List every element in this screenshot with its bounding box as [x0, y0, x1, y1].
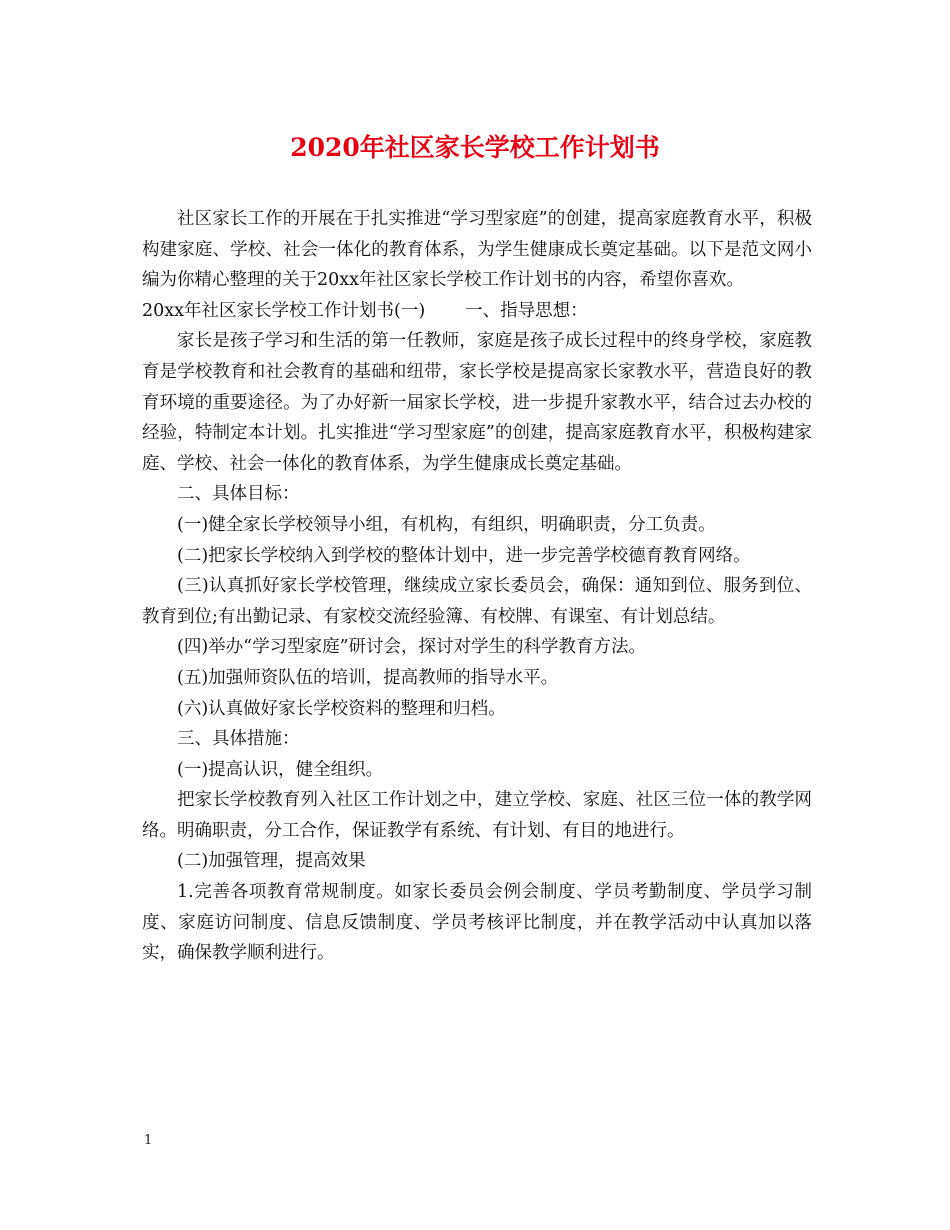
intro-paragraph: 社区家长工作的开展在于扎实推进“学习型家庭”的创建，提高家庭教育水平，积极构建家庭、学校、社会一体化的教育体系，为学生健康成长奠定基础。以下是范文网小编为你精心整理的关于20xx年社区家长学校工作计划书的内容，希望你喜欢。 — [142, 209, 812, 291]
page-number: 1 — [144, 1133, 153, 1148]
guiding-thought-heading: 一、指导思想： — [465, 300, 588, 321]
list-item: (一)健全家长学校领导小组，有机构，有组织，明确职责，分工负责。 — [177, 514, 716, 535]
section-heading: 三、具体措施： — [177, 729, 300, 750]
document-body — [142, 204, 812, 969]
list-item: (二)把家长学校纳入到学校的整体计划中，进一步完善学校德育教育网络。 — [177, 545, 751, 566]
body-paragraph: 把家长学校教育列入社区工作计划之中，建立学校、家庭、社区三位一体的教学网络。明确职责，分工合作，保证教学有系统、有计划、有目的地进行。 — [142, 790, 812, 841]
body-paragraph: 家长是孩子学习和生活的第一任教师，家庭是孩子成长过程中的终身学校，家庭教育是学校教育和社会教育的基础和纽带，家长学校是提高家长家教水平，营造良好的教育环境的重要途径。为了办好新一届家长学校，进一步提升家教水平，结合过去办校的经验，特制定本计划。扎实推进“学习型家庭”的创建，提高家庭教育水平，积极构建家庭、学校、社会一体化的教育体系，为学生健康成长奠定基础。 — [142, 331, 812, 474]
section-heading-line — [142, 296, 812, 327]
list-item: (四)举办“学习型家庭”研讨会，探讨对学生的科学教育方法。 — [177, 637, 647, 658]
list-item: (五)加强师资队伍的培训，提高教师的指导水平。 — [177, 667, 559, 688]
document-title: 2020年社区家长学校工作计划书 — [290, 133, 660, 162]
plan-subtitle: 20xx年社区家长学校工作计划书(一) — [142, 300, 426, 321]
list-item: (一)提高认识，健全组织。 — [177, 759, 384, 780]
body-paragraph: 1.完善各项教育常规制度。如家长委员会例会制度、学员考勤制度、学员学习制度、家庭访问制度、信息反馈制度、学员考核评比制度，并在教学活动中认真加以落实，确保教学顺利进行。 — [142, 882, 812, 964]
list-item: (六)认真做好家长学校资料的整理和归档。 — [177, 698, 506, 719]
list-item: (二)加强管理，提高效果 — [177, 851, 366, 872]
list-item: (三)认真抓好家长学校管理，继续成立家长委员会，确保：通知到位、服务到位、教育到位;有出勤记录、有家校交流经验簿、有校牌、有课室、有计划总结。 — [142, 576, 812, 627]
section-heading: 二、具体目标： — [177, 484, 300, 505]
